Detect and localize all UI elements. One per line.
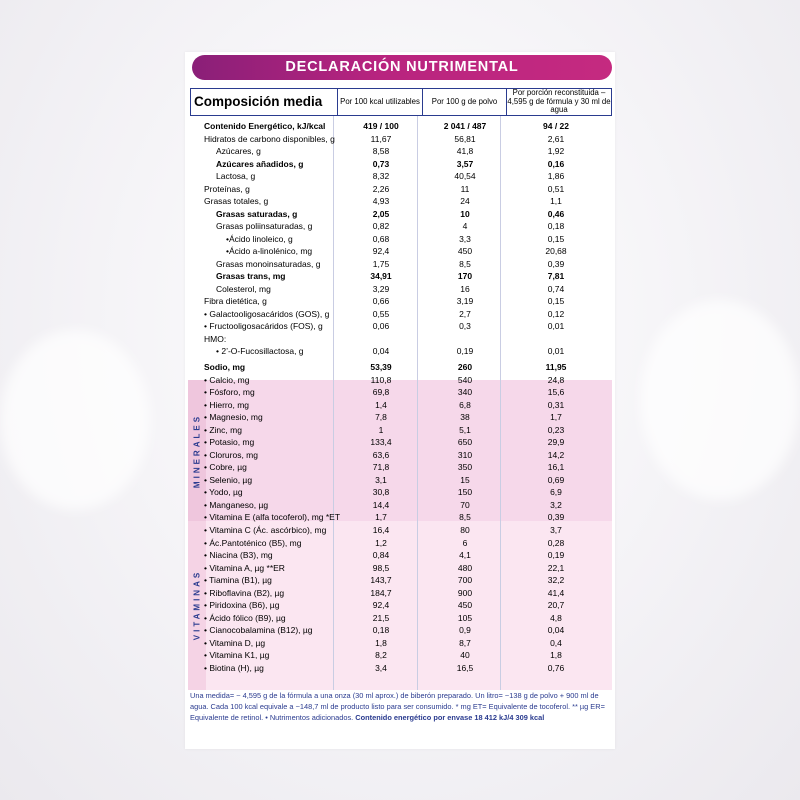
footnote-text: Una medida= ~ 4,595 g de la fórmula a una onza (30 ml aprox.) de biberón preparado. Un litro= ~138 g de polvo + 900 ml de agua. Cada 100 kcal equivale a ~148,7 ml de producto listo para ser consumido. * mg ET= Equivalente de tocoferol. ** µg ER= Equivalente de retinol. • Nutrimentos adicionados. (190, 691, 605, 722)
nutrient-row (190, 624, 612, 637)
nutrient-label: Proteínas, g (204, 183, 250, 194)
nutrient-label: • Galactooligosacáridos (GOS), g (204, 308, 330, 319)
nutrient-row (190, 120, 612, 133)
value-per-100g: 70 (460, 499, 470, 510)
footnote-energy: Contenido energético por envase 18 412 kJ/4 309 kcal (355, 713, 545, 722)
value-per-100kcal: 143,7 (370, 575, 392, 586)
value-per-100g: 650 (457, 437, 473, 448)
value-per-100kcal: 1,75 (372, 258, 390, 269)
value-per-100kcal: 16,4 (372, 524, 390, 535)
nutrient-row (190, 474, 612, 487)
value-per-serving: 0,51 (547, 183, 565, 194)
value-per-serving: 0,01 (547, 321, 565, 332)
nutrient-label: • Ácido fólico (B9), µg (204, 612, 286, 623)
nutrient-row (190, 133, 612, 146)
nutrient-row (190, 333, 612, 346)
nutrient-row (190, 208, 612, 221)
nutrient-label: Sodio, mg (204, 362, 246, 373)
nutrient-label: • Vitamina K1, µg (204, 650, 270, 661)
nutrient-row (190, 461, 612, 474)
value-per-100kcal: 2,05 (372, 208, 390, 219)
value-per-100kcal: 1 (378, 424, 384, 435)
value-per-serving: 0,28 (547, 537, 565, 548)
value-per-serving: 0,39 (547, 258, 565, 269)
value-per-serving: 1,7 (550, 412, 562, 423)
nutrient-row (190, 574, 612, 587)
value-per-100kcal: 1,7 (375, 512, 387, 523)
minerals-section-label: MINERALES (192, 413, 202, 489)
value-per-serving: 0,16 (547, 158, 565, 169)
value-per-serving: 1,1 (550, 196, 562, 207)
value-per-serving: 0,4 (550, 637, 562, 648)
value-per-100g: 4 (462, 221, 468, 232)
nutrient-label: •Ácido a-linolénico, mg (226, 246, 313, 257)
value-per-serving: 0,46 (547, 208, 565, 219)
value-per-100g: 8,5 (459, 512, 471, 523)
value-per-100kcal: 0,18 (372, 625, 390, 636)
value-per-serving: 24,8 (547, 374, 565, 385)
nutrient-row (190, 283, 612, 296)
value-per-100g: 170 (457, 271, 473, 282)
nutrient-row (190, 170, 612, 183)
value-per-100g: 40 (460, 650, 470, 661)
nutrient-row (190, 537, 612, 550)
value-per-serving: 20,7 (547, 600, 565, 611)
nutrient-label: • Piridoxina (B6), µg (204, 600, 280, 611)
value-per-100kcal: 0,68 (372, 233, 390, 244)
value-per-100g: 56,81 (454, 133, 476, 144)
nutrient-label: • Selenio, µg (204, 474, 253, 485)
nutrient-row (190, 424, 612, 437)
nutrient-row (190, 562, 612, 575)
value-per-100g: 15 (460, 474, 470, 485)
nutrient-row (190, 374, 612, 387)
nutrient-row (190, 499, 612, 512)
nutrient-label: • Vitamina A, µg **ER (204, 562, 285, 573)
nutrient-row (190, 637, 612, 650)
value-per-serving: 0,39 (547, 512, 565, 523)
value-per-100g: 0,3 (459, 321, 471, 332)
value-per-serving: 0,18 (547, 221, 565, 232)
value-per-serving: 11,95 (545, 362, 567, 373)
value-per-100kcal: 30,8 (372, 487, 390, 498)
nutrient-label: Hidratos de carbono disponibles, g (204, 133, 335, 144)
value-per-100g: 480 (457, 562, 473, 573)
value-per-100g: 4,1 (459, 550, 471, 561)
value-per-serving: 0,23 (547, 424, 565, 435)
value-per-100kcal: 0,73 (372, 158, 390, 169)
table-header (190, 88, 612, 116)
nutrient-label: • Cloruros, mg (204, 449, 258, 460)
value-per-100kcal: 3,29 (372, 283, 390, 294)
value-per-100g: 8,5 (459, 258, 471, 269)
value-per-100kcal: 63,6 (372, 449, 390, 460)
nutrient-label: Grasas trans, mg (216, 271, 286, 282)
value-per-100g: 0,9 (459, 625, 471, 636)
value-per-100kcal: 0,04 (372, 346, 390, 357)
nutrient-label: Fibra dietética, g (204, 296, 267, 307)
value-per-100kcal: 7,8 (375, 412, 387, 423)
value-per-100kcal: 8,58 (372, 146, 390, 157)
value-per-100g: 8,7 (459, 637, 471, 648)
value-per-serving: 22,1 (547, 562, 565, 573)
value-per-100kcal: 0,06 (372, 321, 390, 332)
nutrient-label: Azúcares añadidos, g (216, 158, 304, 169)
value-per-100g: 450 (457, 600, 473, 611)
nutrient-row (190, 511, 612, 524)
value-per-serving: 3,7 (550, 524, 562, 535)
value-per-100g: 80 (460, 524, 470, 535)
nutrient-label: • Vitamina D, µg (204, 637, 266, 648)
header-per-100kcal: Por 100 kcal utilizables (337, 89, 422, 115)
value-per-100kcal: 34,91 (370, 271, 392, 282)
value-per-100kcal: 71,8 (372, 462, 390, 473)
value-per-100kcal: 21,5 (372, 612, 390, 623)
nutrient-row (190, 662, 612, 675)
value-per-100g: 2 041 / 487 (443, 121, 487, 131)
value-per-serving: 20,68 (545, 246, 567, 257)
nutrient-row (190, 220, 612, 233)
nutrient-label: • Yodo, µg (204, 487, 243, 498)
nutrient-row (190, 258, 612, 271)
value-per-serving: 29,9 (547, 437, 565, 448)
nutrient-row (190, 612, 612, 625)
value-per-serving: 4,8 (550, 612, 562, 623)
nutrient-label: •Ácido linoleico, g (226, 233, 293, 244)
value-per-100g: 310 (457, 449, 473, 460)
value-per-100kcal: 1,2 (375, 537, 387, 548)
value-per-100g: 6 (462, 537, 468, 548)
value-per-100kcal: 53,39 (370, 362, 392, 373)
value-per-100kcal: 1,4 (375, 399, 387, 410)
header-composition-title: Composición media (194, 93, 323, 109)
nutrient-label: • Magnesio, mg (204, 412, 263, 423)
nutrient-label: HMO: (204, 333, 227, 344)
nutrient-table-body (190, 120, 612, 674)
value-per-serving: 14,2 (547, 449, 565, 460)
nutrient-label: • Niacina (B3), mg (204, 550, 273, 561)
nutrient-label: • Cianocobalamina (B12), µg (204, 625, 313, 636)
value-per-serving: 41,4 (547, 587, 565, 598)
nutrition-banner-title: DECLARACIÓN NUTRIMENTAL (192, 55, 612, 80)
nutrient-label: • Calcio, mg (204, 374, 250, 385)
value-per-serving: 6,9 (550, 487, 562, 498)
value-per-100g: 3,3 (459, 233, 471, 244)
nutrient-label: • Fructooligosacáridos (FOS), g (204, 321, 323, 332)
nutrient-row (190, 183, 612, 196)
value-per-100kcal: 92,4 (372, 246, 390, 257)
value-per-100kcal: 0,84 (372, 550, 390, 561)
value-per-serving: 0,69 (547, 474, 565, 485)
nutrient-label: Lactosa, g (216, 171, 256, 182)
nutrient-label: Grasas monoinsaturadas, g (216, 258, 321, 269)
value-per-100kcal: 0,82 (372, 221, 390, 232)
header-per-serving: Por porción reconstituida – 4,595 g de fórmula y 30 ml de agua (507, 88, 611, 115)
value-per-100kcal: 4,93 (372, 196, 390, 207)
value-per-100g: 40,54 (454, 171, 476, 182)
value-per-serving: 0,19 (547, 550, 565, 561)
value-per-100g: 0,19 (456, 346, 474, 357)
value-per-100g: 340 (457, 387, 473, 398)
value-per-serving: 0,12 (547, 308, 565, 319)
value-per-100g: 450 (457, 246, 473, 257)
nutrient-row (190, 399, 612, 412)
value-per-serving: 7,81 (547, 271, 565, 282)
header-per-100g: Por 100 g de polvo (422, 89, 506, 115)
nutrient-row (190, 158, 612, 171)
nutrient-row (190, 599, 612, 612)
value-per-100g: 10 (460, 208, 470, 219)
nutrient-label: • Tiamina (B1), µg (204, 575, 272, 586)
value-per-100g: 900 (457, 587, 473, 598)
value-per-100kcal: 11,67 (370, 133, 392, 144)
nutrient-row (190, 486, 612, 499)
value-per-100g: 2,7 (459, 308, 471, 319)
nutrient-label: • 2’-O-Fucosillactosa, g (216, 346, 304, 357)
nutrient-row (190, 308, 612, 321)
nutrient-label: Contenido Energético, kJ/kcal (204, 121, 326, 131)
nutrient-label: • Zinc, mg (204, 424, 242, 435)
vitamins-section-label: VITAMINAS (192, 569, 202, 641)
value-per-100kcal: 110,8 (370, 374, 392, 385)
nutrient-row (190, 233, 612, 246)
nutrient-row (190, 386, 612, 399)
nutrient-label: • Biotina (H), µg (204, 662, 264, 673)
nutrient-row (190, 320, 612, 333)
value-per-serving: 32,2 (547, 575, 565, 586)
nutrient-row (190, 436, 612, 449)
value-per-serving: 0,01 (547, 346, 565, 357)
value-per-100kcal: 0,55 (372, 308, 390, 319)
value-per-100kcal: 2,26 (372, 183, 390, 194)
value-per-100g: 6,8 (459, 399, 471, 410)
value-per-100g: 16 (460, 283, 470, 294)
value-per-100g: 11 (460, 183, 470, 194)
value-per-serving: 15,6 (547, 387, 565, 398)
nutrient-row (190, 245, 612, 258)
value-per-100g: 24 (460, 196, 470, 207)
nutrient-row (190, 345, 612, 361)
value-per-100kcal: 3,1 (375, 474, 387, 485)
value-per-100g: 16,5 (456, 662, 474, 673)
value-per-serving: 1,86 (547, 171, 565, 182)
value-per-serving: 0,74 (547, 283, 565, 294)
nutrient-row (190, 524, 612, 537)
value-per-100kcal: 8,32 (372, 171, 390, 182)
value-per-100g: 38 (460, 412, 470, 423)
nutrient-label: • Vitamina C (Ác. ascórbico), mg (204, 524, 327, 535)
nutrient-label: Grasas saturadas, g (216, 208, 298, 219)
value-per-100kcal: 133,4 (370, 437, 392, 448)
value-per-serving: 0,04 (547, 625, 565, 636)
value-per-serving: 3,2 (550, 499, 562, 510)
value-per-serving: 0,76 (547, 662, 565, 673)
nutrient-label: • Fósforo, mg (204, 387, 255, 398)
nutrient-row (190, 361, 612, 374)
footnote (190, 690, 614, 723)
value-per-serving: 0,15 (547, 233, 565, 244)
value-per-100kcal: 8,2 (375, 650, 387, 661)
nutrient-row (190, 549, 612, 562)
value-per-100kcal: 184,7 (370, 587, 392, 598)
nutrient-label: • Ác.Pantoténico (B5), mg (204, 537, 302, 548)
value-per-100g: 105 (457, 612, 473, 623)
value-per-serving: 94 / 22 (543, 121, 569, 131)
value-per-100g: 700 (457, 575, 473, 586)
nutrient-label: • Cobre, µg (204, 462, 247, 473)
nutrient-row (190, 145, 612, 158)
value-per-100kcal: 419 / 100 (363, 121, 399, 131)
value-per-serving: 2,61 (547, 133, 565, 144)
value-per-100kcal: 1,8 (375, 637, 387, 648)
value-per-100kcal: 69,8 (372, 387, 390, 398)
nutrient-label: • Riboflavina (B2), µg (204, 587, 285, 598)
value-per-100g: 41,8 (456, 146, 474, 157)
value-per-100g: 540 (457, 374, 473, 385)
value-per-serving: 0,31 (547, 399, 565, 410)
nutrient-row (190, 649, 612, 662)
nutrient-label: • Hierro, mg (204, 399, 250, 410)
value-per-100g: 260 (457, 362, 473, 373)
background-highlight (640, 300, 800, 500)
nutrient-row (190, 411, 612, 424)
value-per-100kcal: 92,4 (372, 600, 390, 611)
value-per-100g: 5,1 (459, 424, 471, 435)
nutrient-row (190, 195, 612, 208)
value-per-serving: 1,8 (550, 650, 562, 661)
nutrient-row (190, 295, 612, 308)
nutrient-label: Azúcares, g (216, 146, 261, 157)
value-per-100g: 3,19 (456, 296, 474, 307)
value-per-100kcal: 14,4 (372, 499, 390, 510)
value-per-100g: 350 (457, 462, 473, 473)
value-per-serving: 0,15 (547, 296, 565, 307)
nutrient-label: • Potasio, mg (204, 437, 255, 448)
nutrient-row (190, 587, 612, 600)
nutrient-row (190, 449, 612, 462)
nutrient-label: Grasas totales, g (204, 196, 269, 207)
nutrient-label: • Manganeso, µg (204, 499, 269, 510)
value-per-serving: 1,92 (547, 146, 565, 157)
value-per-100kcal: 98,5 (372, 562, 390, 573)
value-per-serving: 16,1 (547, 462, 565, 473)
nutrient-row (190, 270, 612, 283)
nutrient-label: Colesterol, mg (216, 283, 271, 294)
value-per-100g: 150 (457, 487, 473, 498)
nutrient-label: • Vitamina E (alfa tocoferol), mg *ET (204, 512, 341, 523)
background-highlight (0, 330, 150, 510)
value-per-100kcal: 3,4 (375, 662, 387, 673)
value-per-100g: 3,57 (456, 158, 474, 169)
nutrient-label: Grasas poliinsaturadas, g (216, 221, 313, 232)
value-per-100kcal: 0,66 (372, 296, 390, 307)
